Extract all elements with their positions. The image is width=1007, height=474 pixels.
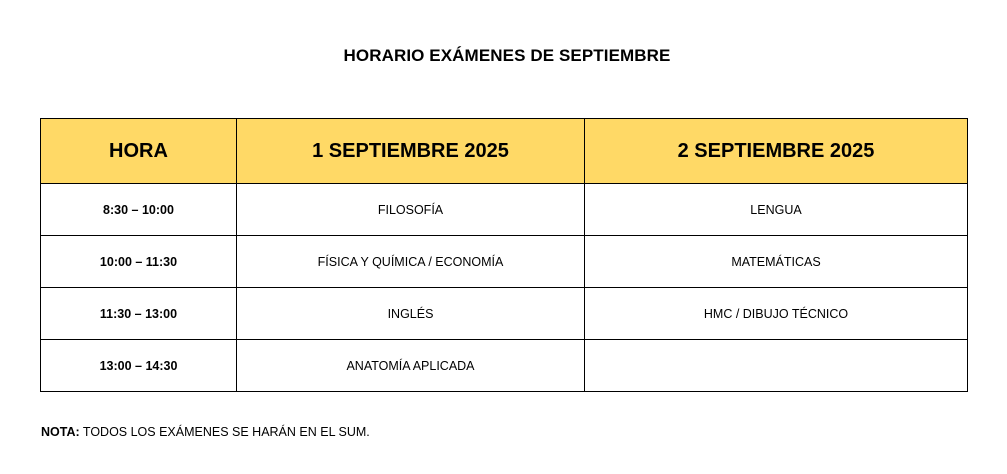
table-header-row: [41, 119, 968, 184]
day-2-exam-cell: LENGUA: [585, 184, 968, 236]
hora-cell: 13:00 – 14:30: [41, 340, 237, 392]
day-2-exam-cell: MATEMÁTICAS: [585, 236, 968, 288]
day-1-exam-cell: FILOSOFÍA: [237, 184, 585, 236]
table-row: [41, 184, 968, 236]
day-1-exam-cell: ANATOMÍA APLICADA: [237, 340, 585, 392]
hora-cell: 11:30 – 13:00: [41, 288, 237, 340]
day-2-exam-cell: [585, 340, 968, 392]
table-row: [41, 340, 968, 392]
column-header-day-2: 2 SEPTIEMBRE 2025: [585, 119, 968, 184]
table-row: [41, 236, 968, 288]
table-row: [41, 288, 968, 340]
day-2-exam-cell: HMC / DIBUJO TÉCNICO: [585, 288, 968, 340]
day-1-exam-cell: INGLÉS: [237, 288, 585, 340]
column-header-day-1: 1 SEPTIEMBRE 2025: [237, 119, 585, 184]
footnote: [41, 425, 370, 439]
hora-cell: 10:00 – 11:30: [41, 236, 237, 288]
hora-cell: 8:30 – 10:00: [41, 184, 237, 236]
note-text: TODOS LOS EXÁMENES SE HARÁN EN EL SUM.: [79, 425, 370, 439]
exam-schedule-table: [40, 118, 968, 392]
page-title: HORARIO EXÁMENES DE SEPTIEMBRE: [343, 46, 671, 65]
day-1-exam-cell: FÍSICA Y QUÍMICA / ECONOMÍA: [237, 236, 585, 288]
note-label: NOTA:: [41, 425, 80, 439]
column-header-hora: HORA: [41, 119, 237, 184]
